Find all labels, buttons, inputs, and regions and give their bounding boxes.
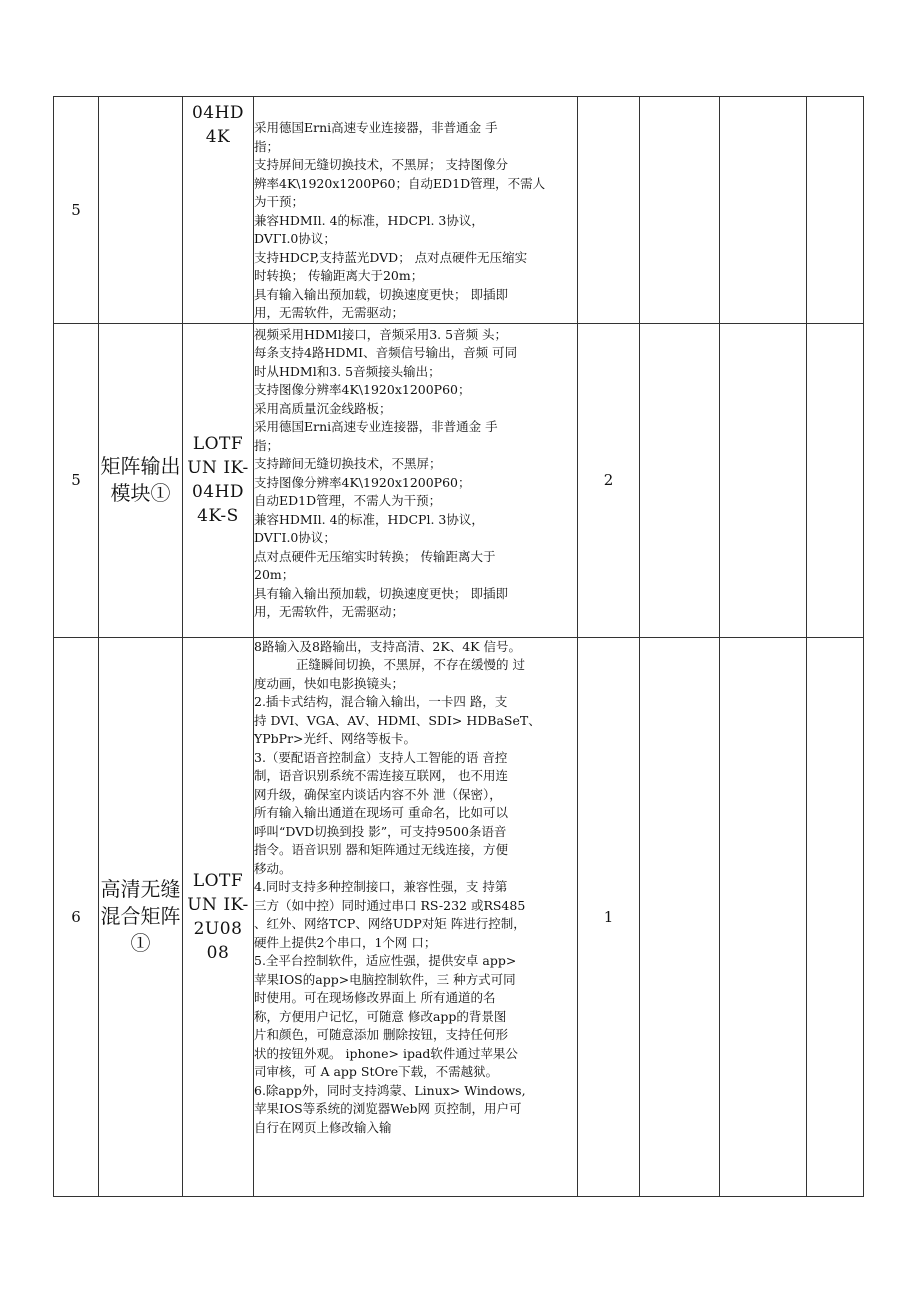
model-number [183,323,254,637]
description-line: 指； [254,437,280,453]
empty-cell [807,323,864,637]
spec-table [53,96,864,1197]
model-number [183,637,254,1196]
empty-cell [640,323,720,637]
description-line: 辨率4K\1920x1200P60；自动ED1D管理，不需人 [254,175,546,191]
description-cell [254,97,578,324]
description-line: 用，无需软件，无需驱动； [254,604,405,619]
description-line: 视频采用HDMl接口，音频采用3. 5音频 头； [254,326,508,342]
description-line: 三方（如中控）同时通过串口 RS-232 或RS485 [254,897,526,913]
description-line: 所有输入输出通道在现场可 重命名，比如可以 [254,805,508,820]
description-line: 2.插卡式结构，混合输入输出，一卡四 路，支 [254,694,508,709]
description-line: 硬件上提供2个串口，1个网 口； [254,934,437,950]
description-line: 采用德国Erni高速专业连接器，非普通金 手 [254,419,498,434]
description-line: 持 DVI、VGA、AV、HDMI、SDI> HDBaSeT、 [254,712,541,728]
model-line: LOTF [192,870,244,891]
quantity [578,97,640,324]
description-line: 5.全平台控制软件，适应性强，提供安卓 app> [254,953,517,968]
description-line: DVΓI.0协议； [254,231,336,246]
quantity: 2 [578,323,640,637]
description-line: 度动画，快如电影换镜头； [254,675,405,691]
model-number [183,97,254,324]
table-row [54,637,864,1196]
description-line: 正缝瞬间切换，不黑屏，不存在缓慢的 过 [296,657,525,672]
model-line: 04HD [191,482,245,502]
description-line: YPbPr>光纤、网络等板卡。 [254,731,417,746]
quantity: 1 [578,637,640,1196]
description-line: 指令。语音识别 器和矩阵通过无线连接，方便 [254,842,508,857]
description-line: 4.同时支持多种控制接口，兼容性强，支 持第 [254,879,508,894]
model-line: 2U08 [193,918,243,939]
product-name: 高清无缝混合矩阵① [99,637,183,1196]
description-line: 支持HDCP,支持蓝光DVD； 点对点硬件无压缩实 [254,249,528,265]
description-line: 苹果IOS等系统的浏览器Web网 页控制，用户可 [254,1101,522,1116]
description-line: 支持图像分辨率4K\1920x1200P60； [254,474,471,490]
description-line: 兼容HDMIl. 4的标准，HDCPl. 3协议， [254,212,484,228]
description-line: 时使用。可在现场修改界面上 所有通道的名 [254,990,496,1005]
model-line: UN IK- [187,458,249,478]
description-line: 具有输入输出预加载，切换速度更快； 即插即 [254,585,508,601]
description-line: 采用高质量沉金线路板； [254,400,392,416]
description-line: 指； [254,138,280,154]
model-line: 04HD [191,103,245,123]
empty-cell [720,323,807,637]
description-line: 用，无需软件，无需驱动； [254,305,405,320]
description-line: 时转换； 传输距离大于20m； [254,268,424,283]
empty-cell [720,97,807,324]
description-line: 自动ED1D管理，不需人为干预； [254,493,442,508]
description-line: 状的按钮外观。 iphone> ipad软件通过苹果公 [254,1045,518,1061]
model-line: LOTF [192,434,244,454]
description-line: 称，方便用户记忆，可随意 修改app的背景图 [254,1008,507,1024]
empty-cell [720,637,807,1196]
description-line: 支持屏间无缝切换技术，不黑屏； 支持图像分 [254,157,508,172]
description-line: 8路输入及8路输出，支持高清、2K、4K 信号。 [254,638,521,654]
description-line: 点对点硬件无压缩实时转换； 传输距离大于 [254,548,496,564]
description-line: 20m； [254,567,295,582]
empty-cell [640,637,720,1196]
empty-cell [807,97,864,324]
empty-cell [640,97,720,324]
description-line: 自行在网页上修改输入输 [254,1119,392,1135]
description-cell [254,323,578,637]
table-row [54,97,864,324]
description-line: 具有输入输出预加载，切换速度更快； 即插即 [254,286,508,302]
description-line: 片和颜色，可随意添加 删除按钮，支持任何形 [254,1027,508,1042]
product-name [99,97,183,324]
description-line: 兼容HDMIl. 4的标准，HDCPl. 3协议， [254,511,484,527]
description-line: DVΓI.0协议； [254,530,336,545]
product-name: 矩阵输出模块① [99,323,183,637]
model-line: UN IK- [187,894,249,915]
spec-table-page [53,96,864,1197]
model-line: 08 [206,942,230,963]
description-line: 采用德国Erni高速专业连接器，非普通金 手 [254,120,498,135]
description-line: 网升级，确保室内谈话内容不外 泄（保密）， [254,786,502,802]
description-line: 每条支持4路HDMI、音频信号输出，音频 可同 [254,345,518,360]
row-index: 6 [54,637,99,1196]
description-line: 、红外、网络TCP、网络UDP对矩 阵进行控制， [254,916,526,931]
table-row [54,323,864,637]
description-line: 司审核，可 A app StOre下载，不需越狱。 [254,1064,499,1079]
description-line: 呼叫“DVD切换到投 影”，可支持9500条语音 [254,823,507,839]
description-line: 支持图像分辨率4K\1920x1200P60； [254,382,471,397]
row-index: 5 [54,97,99,324]
empty-cell [807,637,864,1196]
description-line: 3.（要配语音控制盒）支持人工智能的语 音控 [254,749,508,765]
description-line: 支持蹄间无缝切换技术，不黑屏； [254,456,442,471]
description-line: 时从HDMl和3. 5音频接头输出； [254,363,441,379]
description-line: 苹果IOS的app>电脑控制软件，三 种方式可同 [254,971,516,987]
description-line: 6.除app外，同时支持鸿蒙、Linux> Windows, [254,1082,526,1098]
description-line: 移动。 [254,860,292,876]
description-cell [254,637,578,1196]
row-index: 5 [54,323,99,637]
model-line: 4K [205,127,231,147]
description-line: 制，语音识别系统不需连接互联网， 也不用连 [254,768,508,783]
description-line: 为干预； [254,194,305,209]
model-line: 4K-S [197,506,239,526]
